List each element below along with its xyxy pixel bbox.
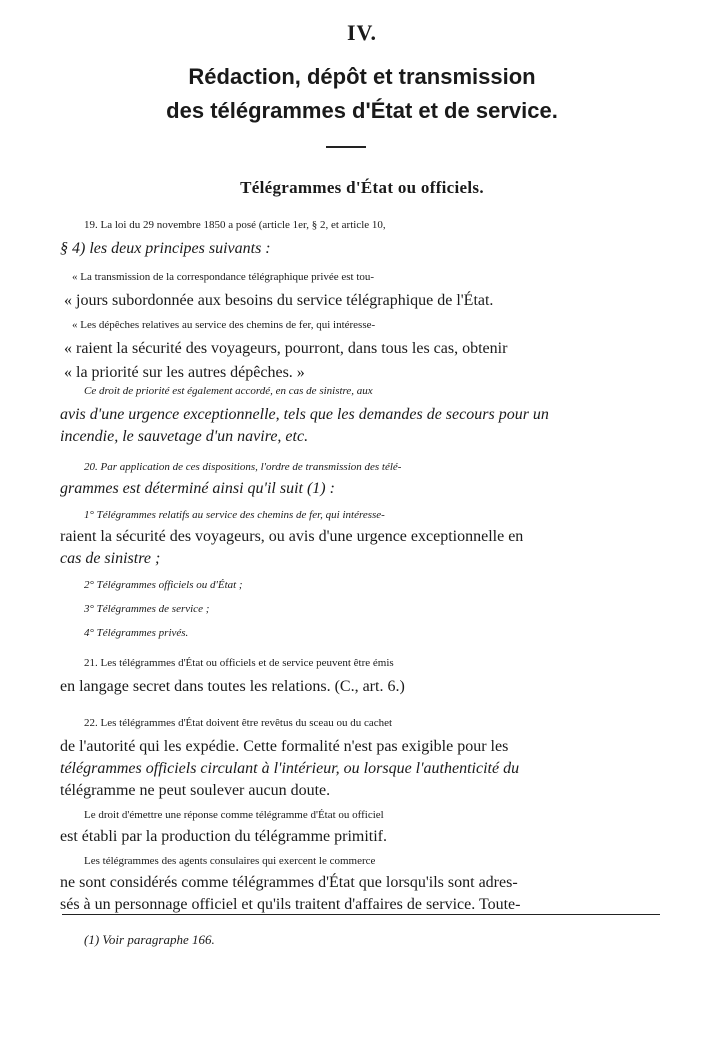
text-line: 21. Les télégrammes d'État ou officiels et de service peuvent être émis bbox=[84, 657, 394, 669]
footnote-rule bbox=[62, 914, 660, 915]
text-line: « La transmission de la correspondance télégraphique privée est tou- bbox=[72, 271, 375, 283]
section-title-line-1: Rédaction, dépôt et transmission bbox=[188, 64, 536, 89]
text-line: raient la sécurité des voyageurs, ou avis d'une urgence exceptionnelle en bbox=[60, 528, 524, 545]
text-line: « la priorité sur les autres dépêches. » bbox=[64, 364, 305, 381]
text-line: en langage secret dans toutes les relations. (C., art. 6.) bbox=[60, 678, 405, 695]
text-line: « Les dépêches relatives au service des chemins de fer, qui intéresse- bbox=[72, 319, 376, 331]
text-line: télégrammes officiels circulant à l'intérieur, ou lorsque l'authenticité du bbox=[60, 760, 520, 777]
subheading: Télégrammes d'État ou officiels. bbox=[240, 178, 484, 197]
text-line: ne sont considérés comme télégrammes d'État que lorsqu'ils sont adres- bbox=[60, 874, 518, 891]
text-line: cas de sinistre ; bbox=[60, 550, 161, 567]
text-line: « raient la sécurité des voyageurs, pourront, dans tous les cas, obtenir bbox=[64, 340, 508, 357]
text-line: 20. Par application de ces dispositions, l'ordre de transmission des télé- bbox=[84, 461, 402, 473]
text-line: grammes est déterminé ainsi qu'il suit (1) : bbox=[60, 480, 335, 497]
text-line: de l'autorité qui les expédie. Cette formalité n'est pas exigible pour les bbox=[60, 738, 509, 755]
text-line: 2° Télégrammes officiels ou d'État ; bbox=[84, 579, 243, 591]
text-line: sés à un personnage officiel et qu'ils traitent d'affaires de service. Toute- bbox=[60, 896, 521, 913]
text-line: télégramme ne peut soulever aucun doute. bbox=[60, 782, 331, 799]
text-line: avis d'une urgence exceptionnelle, tels que les demandes de secours pour un bbox=[60, 406, 549, 423]
text-line: 3° Télégrammes de service ; bbox=[84, 603, 210, 615]
text-line: Les télégrammes des agents consulaires qui exercent le commerce bbox=[84, 855, 376, 867]
section-numeral: IV. bbox=[346, 20, 378, 45]
text-line: 22. Les télégrammes d'État doivent être revêtus du sceau ou du cachet bbox=[84, 717, 393, 729]
text-line: Ce droit de priorité est également accordé, en cas de sinistre, aux bbox=[84, 385, 373, 397]
text-line: 1° Télégrammes relatifs au service des chemins de fer, qui intéresse- bbox=[84, 509, 385, 521]
text-line: « jours subordonnée aux besoins du service télégraphique de l'État. bbox=[64, 292, 494, 309]
text-line: incendie, le sauvetage d'un navire, etc. bbox=[60, 428, 309, 445]
text-line: 4° Télégrammes privés. bbox=[84, 627, 189, 639]
text-line: 19. La loi du 29 novembre 1850 a posé (article 1er, § 2, et article 10, bbox=[84, 219, 386, 231]
text-line: Le droit d'émettre une réponse comme télégramme d'État ou officiel bbox=[84, 809, 384, 821]
text-line: § 4) les deux principes suivants : bbox=[60, 240, 271, 257]
title-divider bbox=[326, 146, 366, 148]
section-title-line-2: des télégrammes d'État et de service. bbox=[166, 98, 558, 123]
text-line: est établi par la production du télégramme primitif. bbox=[60, 828, 388, 845]
footnote: (1) Voir paragraphe 166. bbox=[84, 932, 215, 947]
